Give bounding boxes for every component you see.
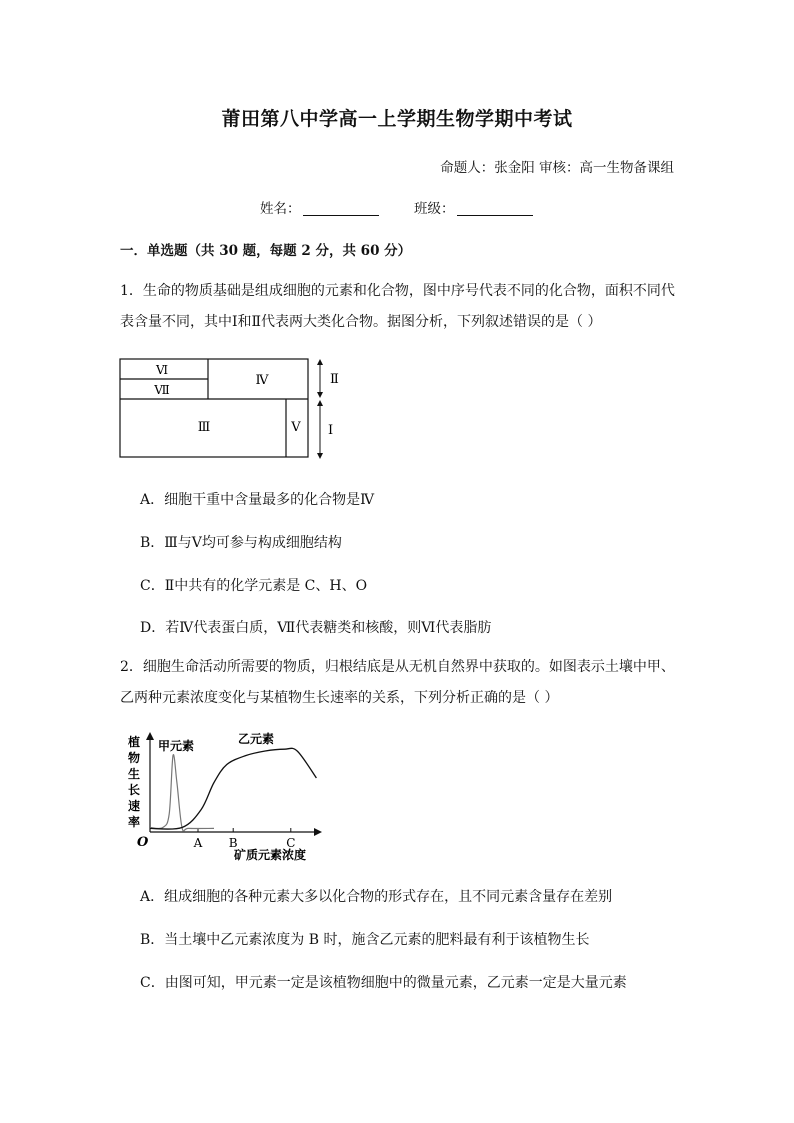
y-axis-label-char: 生: [128, 767, 141, 781]
y-axis-label-char: 长: [128, 783, 141, 797]
class-blank[interactable]: [457, 201, 533, 216]
question-1-line2: 表含量不同，其中Ⅰ和Ⅱ代表两大类化合物。据图分析，下列叙述错误的是（ ）: [120, 314, 602, 330]
legend-jia: 甲元素: [158, 739, 195, 753]
origin-label: O: [137, 835, 149, 850]
y-axis-label-char: 率: [128, 815, 141, 829]
name-label: 姓名：: [260, 201, 301, 217]
section-heading: 一．单选题（共 30 题，每题 2 分，共 60 分）: [120, 243, 412, 259]
x-ticks: [193, 828, 296, 850]
x-tick-label: C: [286, 836, 296, 850]
question-2-line1: 2．细胞生命活动所需要的物质，归根结底是从无机自然界中获取的。如图表示土壤中甲、: [120, 659, 675, 675]
question-2-stem: [120, 652, 680, 714]
label-ii: Ⅱ: [330, 372, 339, 387]
author-line: 命题人：张金阳 审核：高一生物备课组: [440, 160, 674, 176]
y-axis-arrow: [146, 732, 154, 740]
bracket-i-arrow-down: [317, 453, 323, 459]
q2-option-b[interactable]: B．当土壤中乙元素浓度为 B 时，施含乙元素的肥料最有利于该植物生长: [140, 932, 590, 948]
class-field: [414, 197, 533, 217]
question-1-stem: [120, 276, 680, 338]
x-axis-label: 矿质元素浓度: [234, 848, 307, 862]
q2-option-c[interactable]: C．由图可知，甲元素一定是该植物细胞中的微量元素，乙元素一定是大量元素: [140, 975, 627, 991]
y-axis-label-char: 速: [128, 799, 141, 813]
x-tick-label: B: [228, 836, 238, 850]
q1-option-b[interactable]: B．Ⅲ与Ⅴ均可参与构成细胞结构: [140, 535, 342, 551]
bracket-i-arrow-up: [317, 400, 323, 406]
label-i: Ⅰ: [328, 423, 334, 438]
label-v: Ⅴ: [291, 420, 301, 435]
series-line-jia: [150, 755, 214, 831]
q1-option-d[interactable]: D．若Ⅳ代表蛋白质，Ⅶ代表糖类和核酸，则Ⅵ代表脂肪: [140, 620, 492, 636]
label-iv: Ⅳ: [255, 373, 269, 388]
q1-option-a[interactable]: A．细胞干重中含量最多的化合物是Ⅳ: [140, 492, 375, 508]
question-1-line1: 1．生命的物质基础是组成细胞的元素和化合物，图中序号代表不同的化合物，面积不同代: [120, 283, 675, 299]
y-axis-label-char: 植: [128, 735, 141, 749]
page-title: 莆田第八中学高一上学期生物学期中考试: [221, 108, 573, 130]
name-blank[interactable]: [303, 201, 379, 216]
y-axis-label: [128, 734, 140, 829]
label-vii: Ⅶ: [154, 383, 170, 397]
label-iii: Ⅲ: [197, 420, 211, 435]
bracket-ii-arrow-down: [317, 392, 323, 398]
name-field: [260, 197, 379, 217]
class-label: 班级：: [414, 201, 455, 217]
q1-option-c[interactable]: C．Ⅱ中共有的化学元素是 C、H、O: [140, 578, 368, 594]
x-tick-label: A: [193, 836, 203, 850]
compound-area-diagram: [116, 354, 346, 464]
y-axis-label-char: 物: [128, 751, 141, 765]
legend-yi: 乙元素: [238, 732, 275, 746]
diagram-outer-box: [120, 359, 308, 457]
growth-rate-chart: [124, 728, 336, 868]
question-2-line2: 乙两种元素浓度变化与某植物生长速率的关系，下列分析正确的是（ ）: [120, 690, 559, 706]
label-vi: Ⅵ: [155, 363, 169, 377]
q2-option-a[interactable]: A．组成细胞的各种元素大多以化合物的形式存在，且不同元素含量存在差别: [140, 889, 613, 905]
x-axis-arrow: [314, 828, 322, 836]
bracket-ii-arrow-up: [317, 359, 323, 365]
